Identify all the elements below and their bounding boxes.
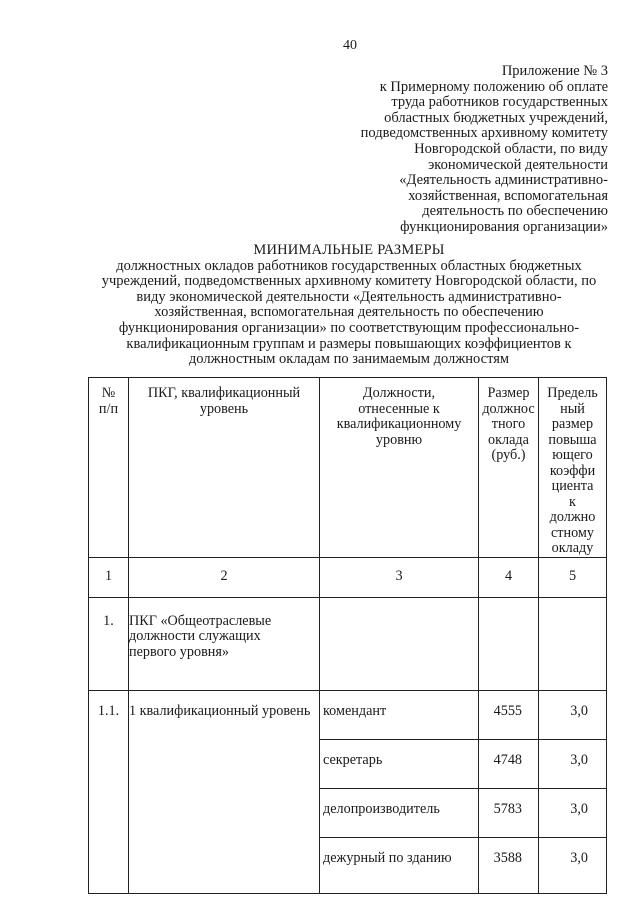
column-number: 1: [89, 557, 129, 597]
position-coefficient: 3,0: [539, 788, 607, 837]
position-name: делопроизводитель: [320, 788, 479, 837]
column-number: 4: [479, 557, 539, 597]
header-coefficient: Предель ный размер повыша ющего коэффи циента к должно стному окладу: [539, 378, 607, 558]
column-number: 3: [320, 557, 479, 597]
document-title-block: [78, 243, 620, 368]
column-number: 5: [539, 557, 607, 597]
column-number-row: [89, 557, 607, 597]
level-number: 1.1.: [89, 690, 129, 893]
appendix-line: функционирования организации»: [400, 218, 608, 235]
appendix-line: экономической деятельности: [428, 156, 608, 173]
header-positions: Должности, отнесенные к квалификационному уровню: [320, 378, 479, 558]
position-coefficient: 3,0: [539, 739, 607, 788]
subtitle-line: должностных окладов работников государственных областных бюджетных: [116, 257, 582, 274]
subtitle-line: учреждений, подведомственных архивному комитету Новгородской области, по: [101, 273, 597, 290]
appendix-line: Приложение № 3: [501, 63, 608, 79]
position-name: дежурный по зданию: [320, 837, 479, 893]
subtitle-line: виду экономической деятельности «Деятельность административно-: [136, 288, 562, 305]
group-name: ПКГ «Общеотраслевые должности служащих первого уровня»: [129, 597, 320, 690]
table-header-row: [89, 378, 607, 558]
position-salary: 4748: [479, 739, 539, 788]
position-name: секретарь: [320, 739, 479, 788]
subtitle-line: квалификационным группам и размеры повышающих коэффициентов к: [126, 335, 572, 352]
level-name: 1 квалификационный уровень: [129, 690, 320, 893]
column-number: 2: [129, 557, 320, 597]
appendix-line: областных бюджетных учреждений,: [384, 109, 608, 126]
position-salary: 3588: [479, 837, 539, 893]
position-coefficient: 3,0: [539, 690, 607, 739]
page-number: 40: [343, 38, 357, 53]
appendix-line: подведомственных архивному комитету: [360, 125, 608, 142]
position-coefficient: 3,0: [539, 837, 607, 893]
position-salary: 4555: [479, 690, 539, 739]
group-row: [89, 597, 607, 690]
subtitle-line: функционирования организации» по соответствующим профессионально-: [118, 319, 580, 336]
document-title: МИНИМАЛЬНЫЕ РАЗМЕРЫ: [253, 242, 445, 258]
appendix-line: к Примерному положению об оплате: [379, 78, 608, 95]
subtitle-line: хозяйственная, вспомогательная деятельность по обеспечению: [154, 304, 544, 321]
appendix-line: Новгородской области, по виду: [414, 140, 608, 157]
subtitle-line: должностным окладам по занимаемым должностям: [188, 351, 510, 368]
appendix-line: хозяйственная, вспомогательная: [408, 187, 608, 204]
table-row: [89, 690, 607, 739]
header-salary: Размер должнос тного оклада (руб.): [479, 378, 539, 558]
appendix-header: [288, 64, 608, 236]
position-name: комендант: [320, 690, 479, 739]
appendix-line: «Деятельность административно-: [399, 172, 608, 189]
appendix-line: деятельность по обеспечению: [422, 203, 608, 220]
salary-table: [88, 377, 607, 894]
appendix-line: труда работников государственных: [391, 94, 608, 111]
header-pkg: ПКГ, квалификационный уровень: [129, 378, 320, 558]
position-salary: 5783: [479, 788, 539, 837]
header-num: № п/п: [89, 378, 129, 558]
group-number: 1.: [89, 597, 129, 690]
